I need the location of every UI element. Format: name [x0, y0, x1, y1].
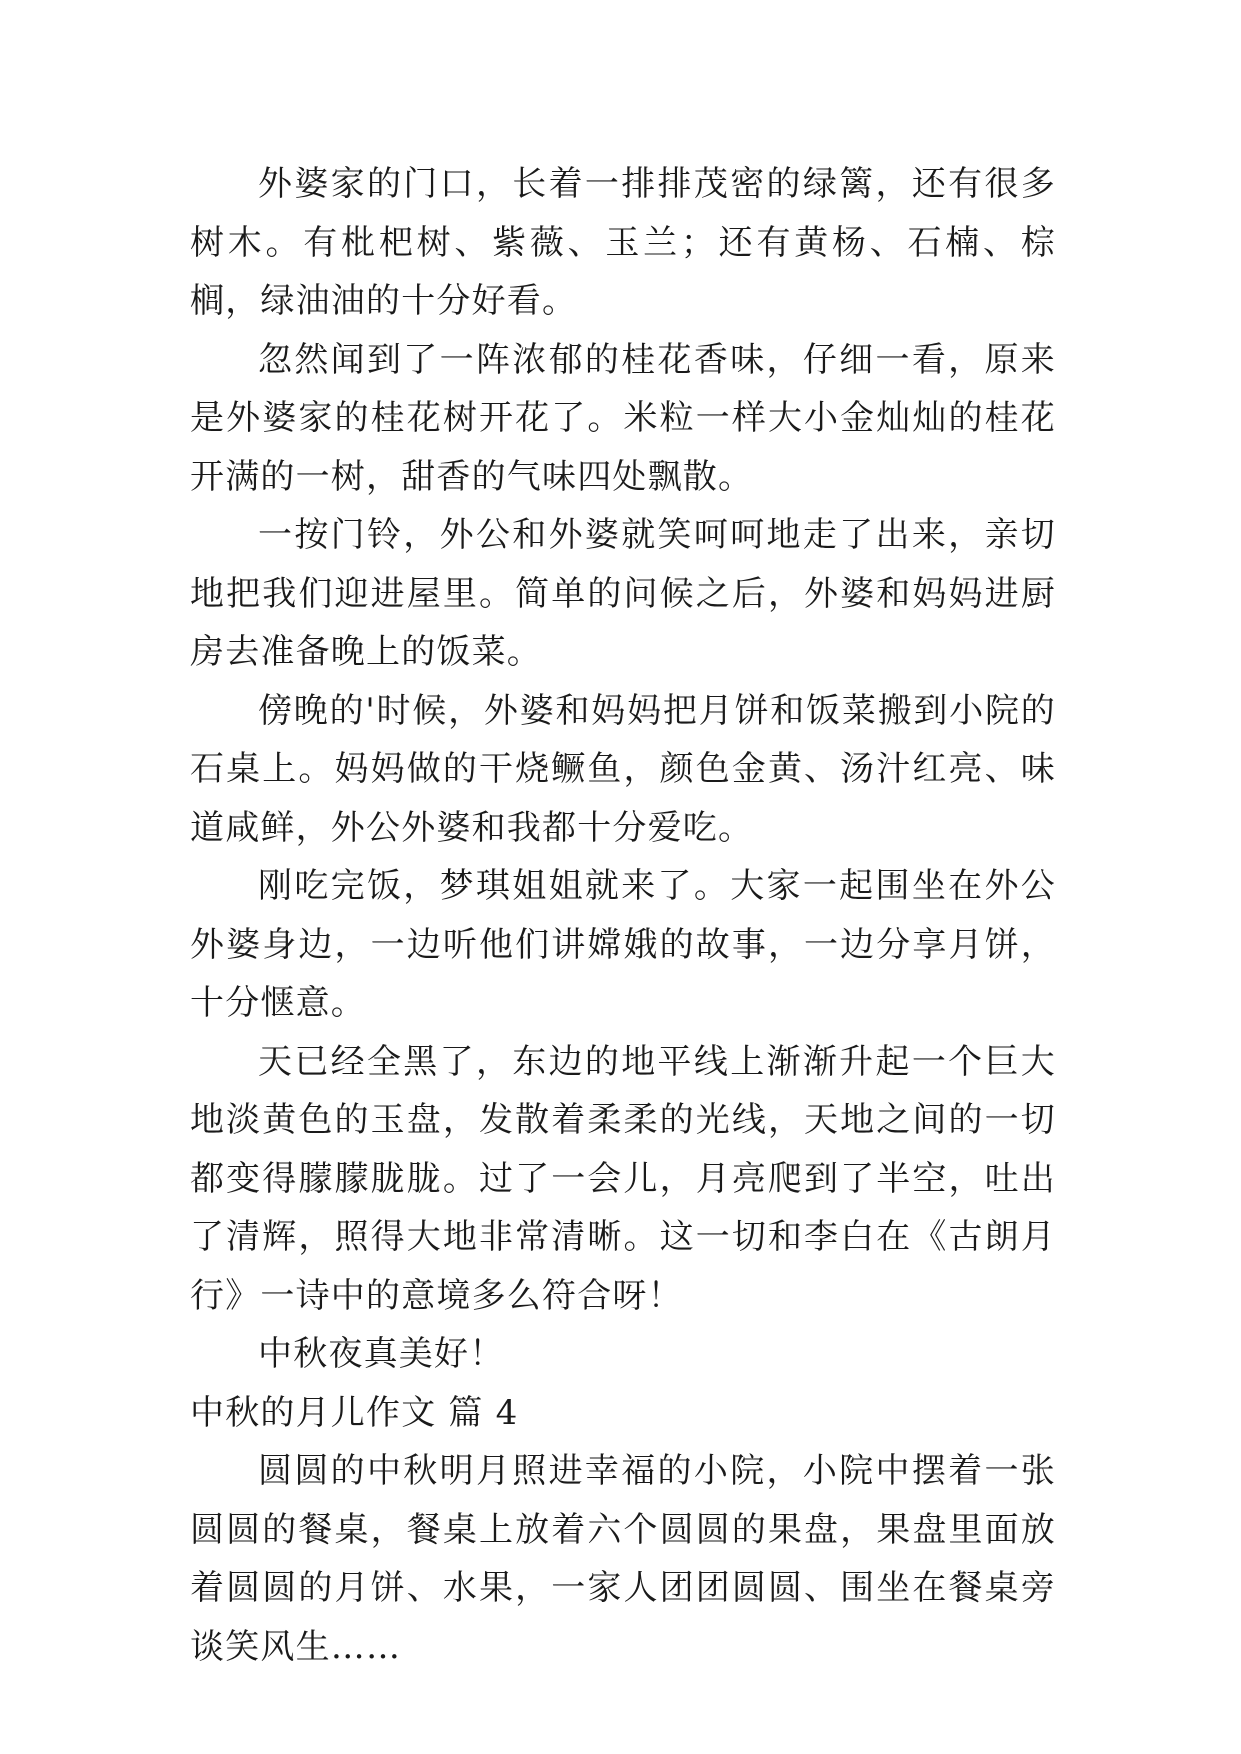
paragraph-reunion: 圆圆的中秋明月照进幸福的小院，小院中摆着一张圆圆的餐桌，餐桌上放着六个圆圆的果盘，果盘里面放着圆圆的月饼、水果，一家人团团圆圆、围坐在餐桌旁谈笑风生……: [190, 1451, 1056, 1667]
paragraph-closing: 中秋夜真美好！: [258, 1334, 505, 1374]
paragraph-stories: 刚吃完饭，梦琪姐姐就来了。大家一起围坐在外公外婆身边，一边听他们讲嫦娥的故事，一边分享月饼，十分惬意。: [190, 866, 1056, 1023]
paragraph-osmanthus: 忽然闻到了一阵浓郁的桂花香味，仔细一看，原来是外婆家的桂花树开花了。米粒一样大小金灿灿的桂花开满的一树，甜香的气味四处飘散。: [190, 339, 1056, 497]
article-body: [190, 155, 1056, 1676]
section-heading: 中秋的月儿作文 篇 4: [190, 1392, 519, 1433]
paragraph-moonrise: 天已经全黑了，东边的地平线上渐渐升起一个巨大地淡黄色的玉盘，发散着柔柔的光线，天地之间的一切都变得朦朦胧胧。过了一会儿，月亮爬到了半空，吐出了清辉，照得大地非常清晰。这一切和李白在《古朗月行》一诗中的意境多么符合呀！: [190, 1041, 1056, 1316]
paragraph-doorbell: 一按门铃，外公和外婆就笑呵呵地走了出来，亲切地把我们迎进屋里。简单的问候之后，外婆和妈妈进厨房去准备晚上的饭菜。: [190, 515, 1056, 672]
paragraph-greenery: 外婆家的门口，长着一排排茂密的绿篱，还有很多树木。有枇杷树、紫薇、玉兰；还有黄杨、石楠、棕榈，绿油油的十分好看。: [190, 164, 1056, 321]
paragraph-dinner: 傍晚的'时候，外婆和妈妈把月饼和饭菜搬到小院的石桌上。妈妈做的干烧鳜鱼，颜色金黄、汤汁红亮、味道咸鲜，外公外婆和我都十分爱吃。: [190, 690, 1056, 848]
